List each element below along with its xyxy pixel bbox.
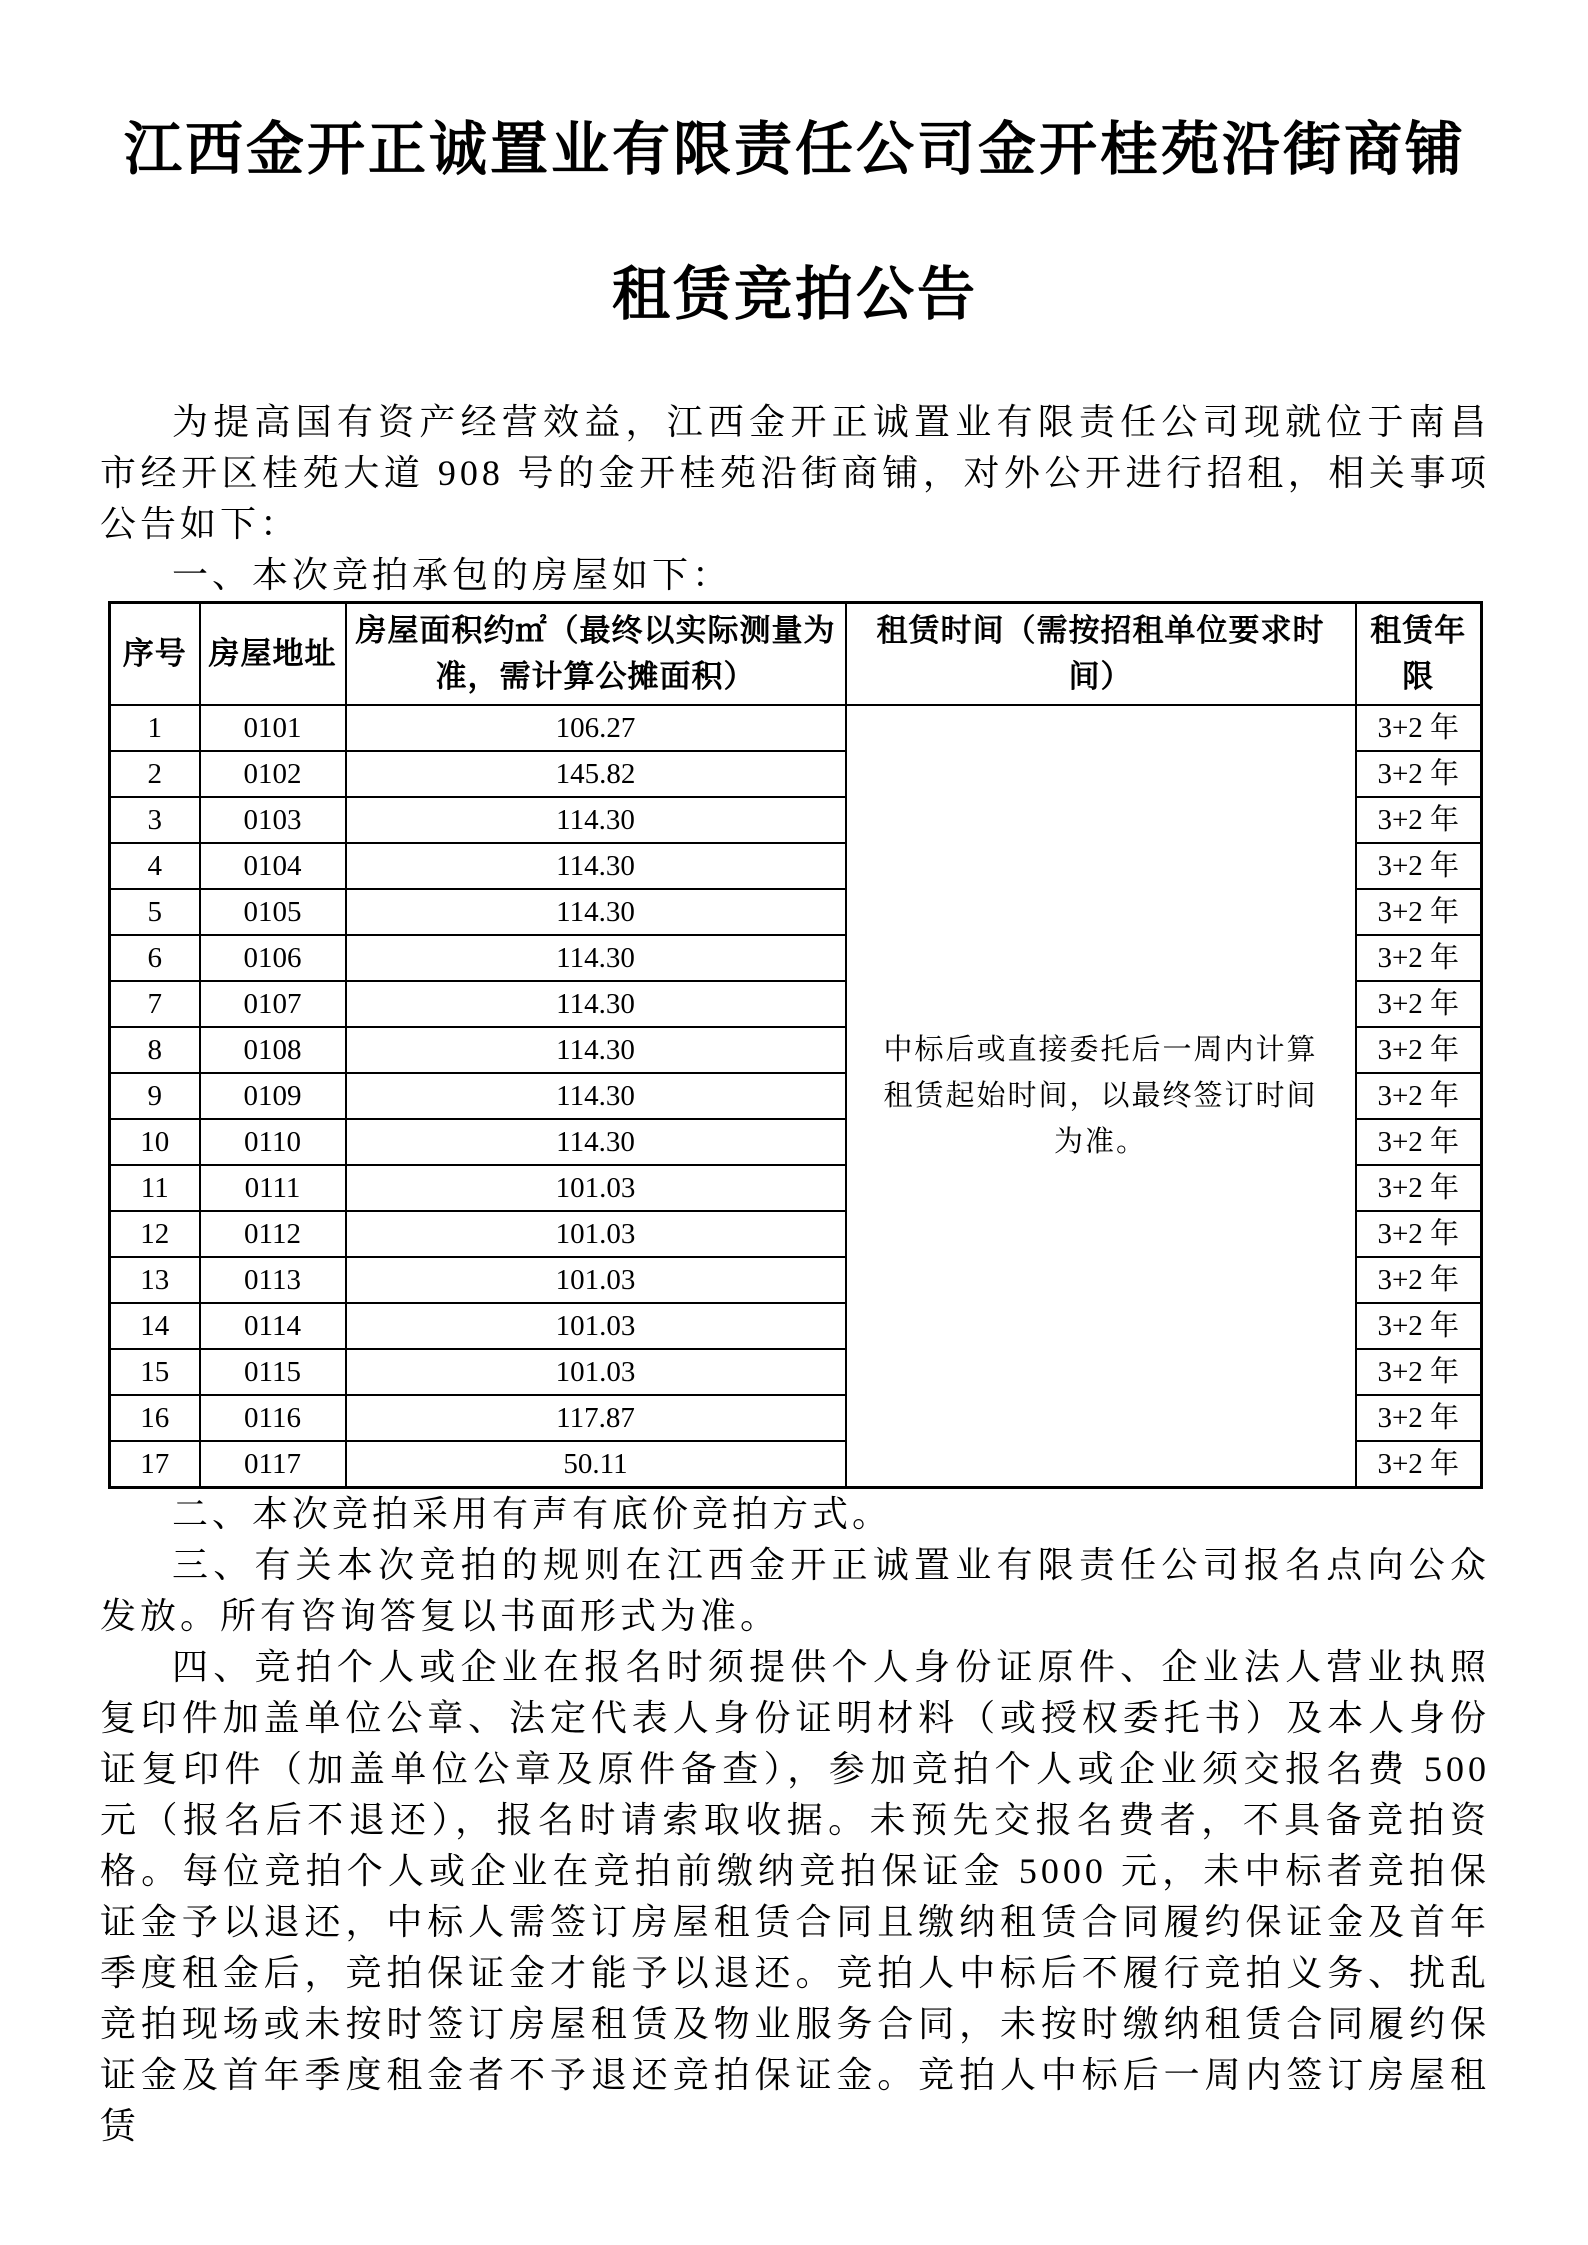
cell-address: 0114 <box>200 1303 346 1349</box>
cell-index: 1 <box>110 705 200 751</box>
cell-address: 0111 <box>200 1165 346 1211</box>
cell-address: 0105 <box>200 889 346 935</box>
cell-address: 0115 <box>200 1349 346 1395</box>
cell-area: 101.03 <box>346 1349 846 1395</box>
cell-term: 3+2 年 <box>1356 797 1482 843</box>
cell-address: 0117 <box>200 1441 346 1488</box>
cell-term: 3+2 年 <box>1356 1441 1482 1488</box>
cell-term: 3+2 年 <box>1356 1395 1482 1441</box>
cell-term: 3+2 年 <box>1356 981 1482 1027</box>
section-2-paragraph: 二、本次竞拍采用有声有底价竞拍方式。 <box>172 1494 893 1534</box>
cell-area: 101.03 <box>346 1257 846 1303</box>
cell-address: 0112 <box>200 1211 346 1257</box>
cell-term: 3+2 年 <box>1356 751 1482 797</box>
cell-index: 10 <box>110 1119 200 1165</box>
cell-area: 101.03 <box>346 1211 846 1257</box>
cell-index: 3 <box>110 797 200 843</box>
cell-term: 3+2 年 <box>1356 1073 1482 1119</box>
cell-term: 3+2 年 <box>1356 1165 1482 1211</box>
col-header-index: 序号 <box>110 603 200 706</box>
intro-paragraph: 为提高国有资产经营效益，江西金开正诚置业有限责任公司现就位于南昌市经开区桂苑大道 908 号的金开桂苑沿街商铺，对外公开进行招租，相关事项公告如下： <box>100 402 1490 544</box>
cell-index: 16 <box>110 1395 200 1441</box>
col-header-area: 房屋面积约㎡（最终以实际测量为准，需计算公摊面积） <box>346 603 846 706</box>
cell-area: 114.30 <box>346 889 846 935</box>
cell-term: 3+2 年 <box>1356 935 1482 981</box>
cell-term: 3+2 年 <box>1356 1303 1482 1349</box>
cell-index: 17 <box>110 1441 200 1488</box>
cell-term: 3+2 年 <box>1356 889 1482 935</box>
col-header-rental-time: 租赁时间（需按招租单位要求时间） <box>846 603 1356 706</box>
cell-area: 50.11 <box>346 1441 846 1488</box>
cell-area: 106.27 <box>346 705 846 751</box>
cell-term: 3+2 年 <box>1356 1257 1482 1303</box>
cell-area: 114.30 <box>346 797 846 843</box>
cell-address: 0104 <box>200 843 346 889</box>
cell-address: 0106 <box>200 935 346 981</box>
cell-address: 0108 <box>200 1027 346 1073</box>
cell-address: 0102 <box>200 751 346 797</box>
shops-table <box>108 601 1483 1489</box>
col-header-term: 租赁年限 <box>1356 603 1482 706</box>
header-row <box>110 603 1482 706</box>
cell-index: 12 <box>110 1211 200 1257</box>
cell-index: 8 <box>110 1027 200 1073</box>
cell-term: 3+2 年 <box>1356 843 1482 889</box>
cell-index: 15 <box>110 1349 200 1395</box>
cell-area: 114.30 <box>346 1073 846 1119</box>
cell-index: 9 <box>110 1073 200 1119</box>
section-4-paragraph: 四、竞拍个人或企业在报名时须提供个人身份证原件、企业法人营业执照复印件加盖单位公章、法定代表人身份证明材料（或授权委托书）及本人身份证复印件（加盖单位公章及原件备查），参加竞拍个人或企业须交报名费 500 元（报名后不退还），报名时请索取收据。未预先交报名费者，不具备竞拍资格。每位竞拍个人或企业在竞拍前缴纳竞拍保证金 5000 元，未中标者竞拍保证金予以退还，中标人需签订房屋租赁合同且缴纳租赁合同履约保证金及首年季度租金后，竞拍保证金才能予以退还。竞拍人中标后不履行竞拍义务、扰乱竞拍现场或未按时签订房屋租赁及物业服务合同，未按时缴纳租赁合同履约保证金及首年季度租金者不予退还竞拍保证金。竞拍人中标后一周内签订房屋租赁 <box>100 1647 1490 2146</box>
cell-index: 5 <box>110 889 200 935</box>
cell-index: 13 <box>110 1257 200 1303</box>
cell-address: 0113 <box>200 1257 346 1303</box>
cell-address: 0109 <box>200 1073 346 1119</box>
cell-area: 101.03 <box>346 1303 846 1349</box>
cell-area: 114.30 <box>346 843 846 889</box>
cell-index: 4 <box>110 843 200 889</box>
cell-term: 3+2 年 <box>1356 1119 1482 1165</box>
cell-area: 101.03 <box>346 1165 846 1211</box>
cell-area: 145.82 <box>346 751 846 797</box>
rental-time-note-cell: 中标后或直接委托后一周内计算租赁起始时间，以最终签订时间为准。 <box>846 705 1356 1488</box>
section-3-paragraph: 三、有关本次竞拍的规则在江西金开正诚置业有限责任公司报名点向公众发放。所有咨询答复以书面形式为准。 <box>100 1545 1490 1636</box>
shops-table-body <box>110 705 1482 1488</box>
cell-term: 3+2 年 <box>1356 705 1482 751</box>
document-title: 江西金开正诚置业有限责任公司金开桂苑沿街商铺租赁竞拍公告 <box>123 117 1466 327</box>
cell-area: 117.87 <box>346 1395 846 1441</box>
cell-index: 14 <box>110 1303 200 1349</box>
cell-area: 114.30 <box>346 981 846 1027</box>
shops-table-header <box>110 603 1482 706</box>
cell-address: 0107 <box>200 981 346 1027</box>
cell-index: 6 <box>110 935 200 981</box>
table-row <box>110 705 1482 751</box>
cell-area: 114.30 <box>346 1119 846 1165</box>
cell-index: 11 <box>110 1165 200 1211</box>
col-header-address: 房屋地址 <box>200 603 346 706</box>
cell-area: 114.30 <box>346 935 846 981</box>
cell-index: 7 <box>110 981 200 1027</box>
section-1-heading: 一、本次竞拍承包的房屋如下： <box>172 555 733 595</box>
cell-address: 0101 <box>200 705 346 751</box>
cell-address: 0103 <box>200 797 346 843</box>
cell-address: 0116 <box>200 1395 346 1441</box>
cell-term: 3+2 年 <box>1356 1349 1482 1395</box>
cell-index: 2 <box>110 751 200 797</box>
cell-term: 3+2 年 <box>1356 1211 1482 1257</box>
cell-address: 0110 <box>200 1119 346 1165</box>
cell-term: 3+2 年 <box>1356 1027 1482 1073</box>
cell-area: 114.30 <box>346 1027 846 1073</box>
